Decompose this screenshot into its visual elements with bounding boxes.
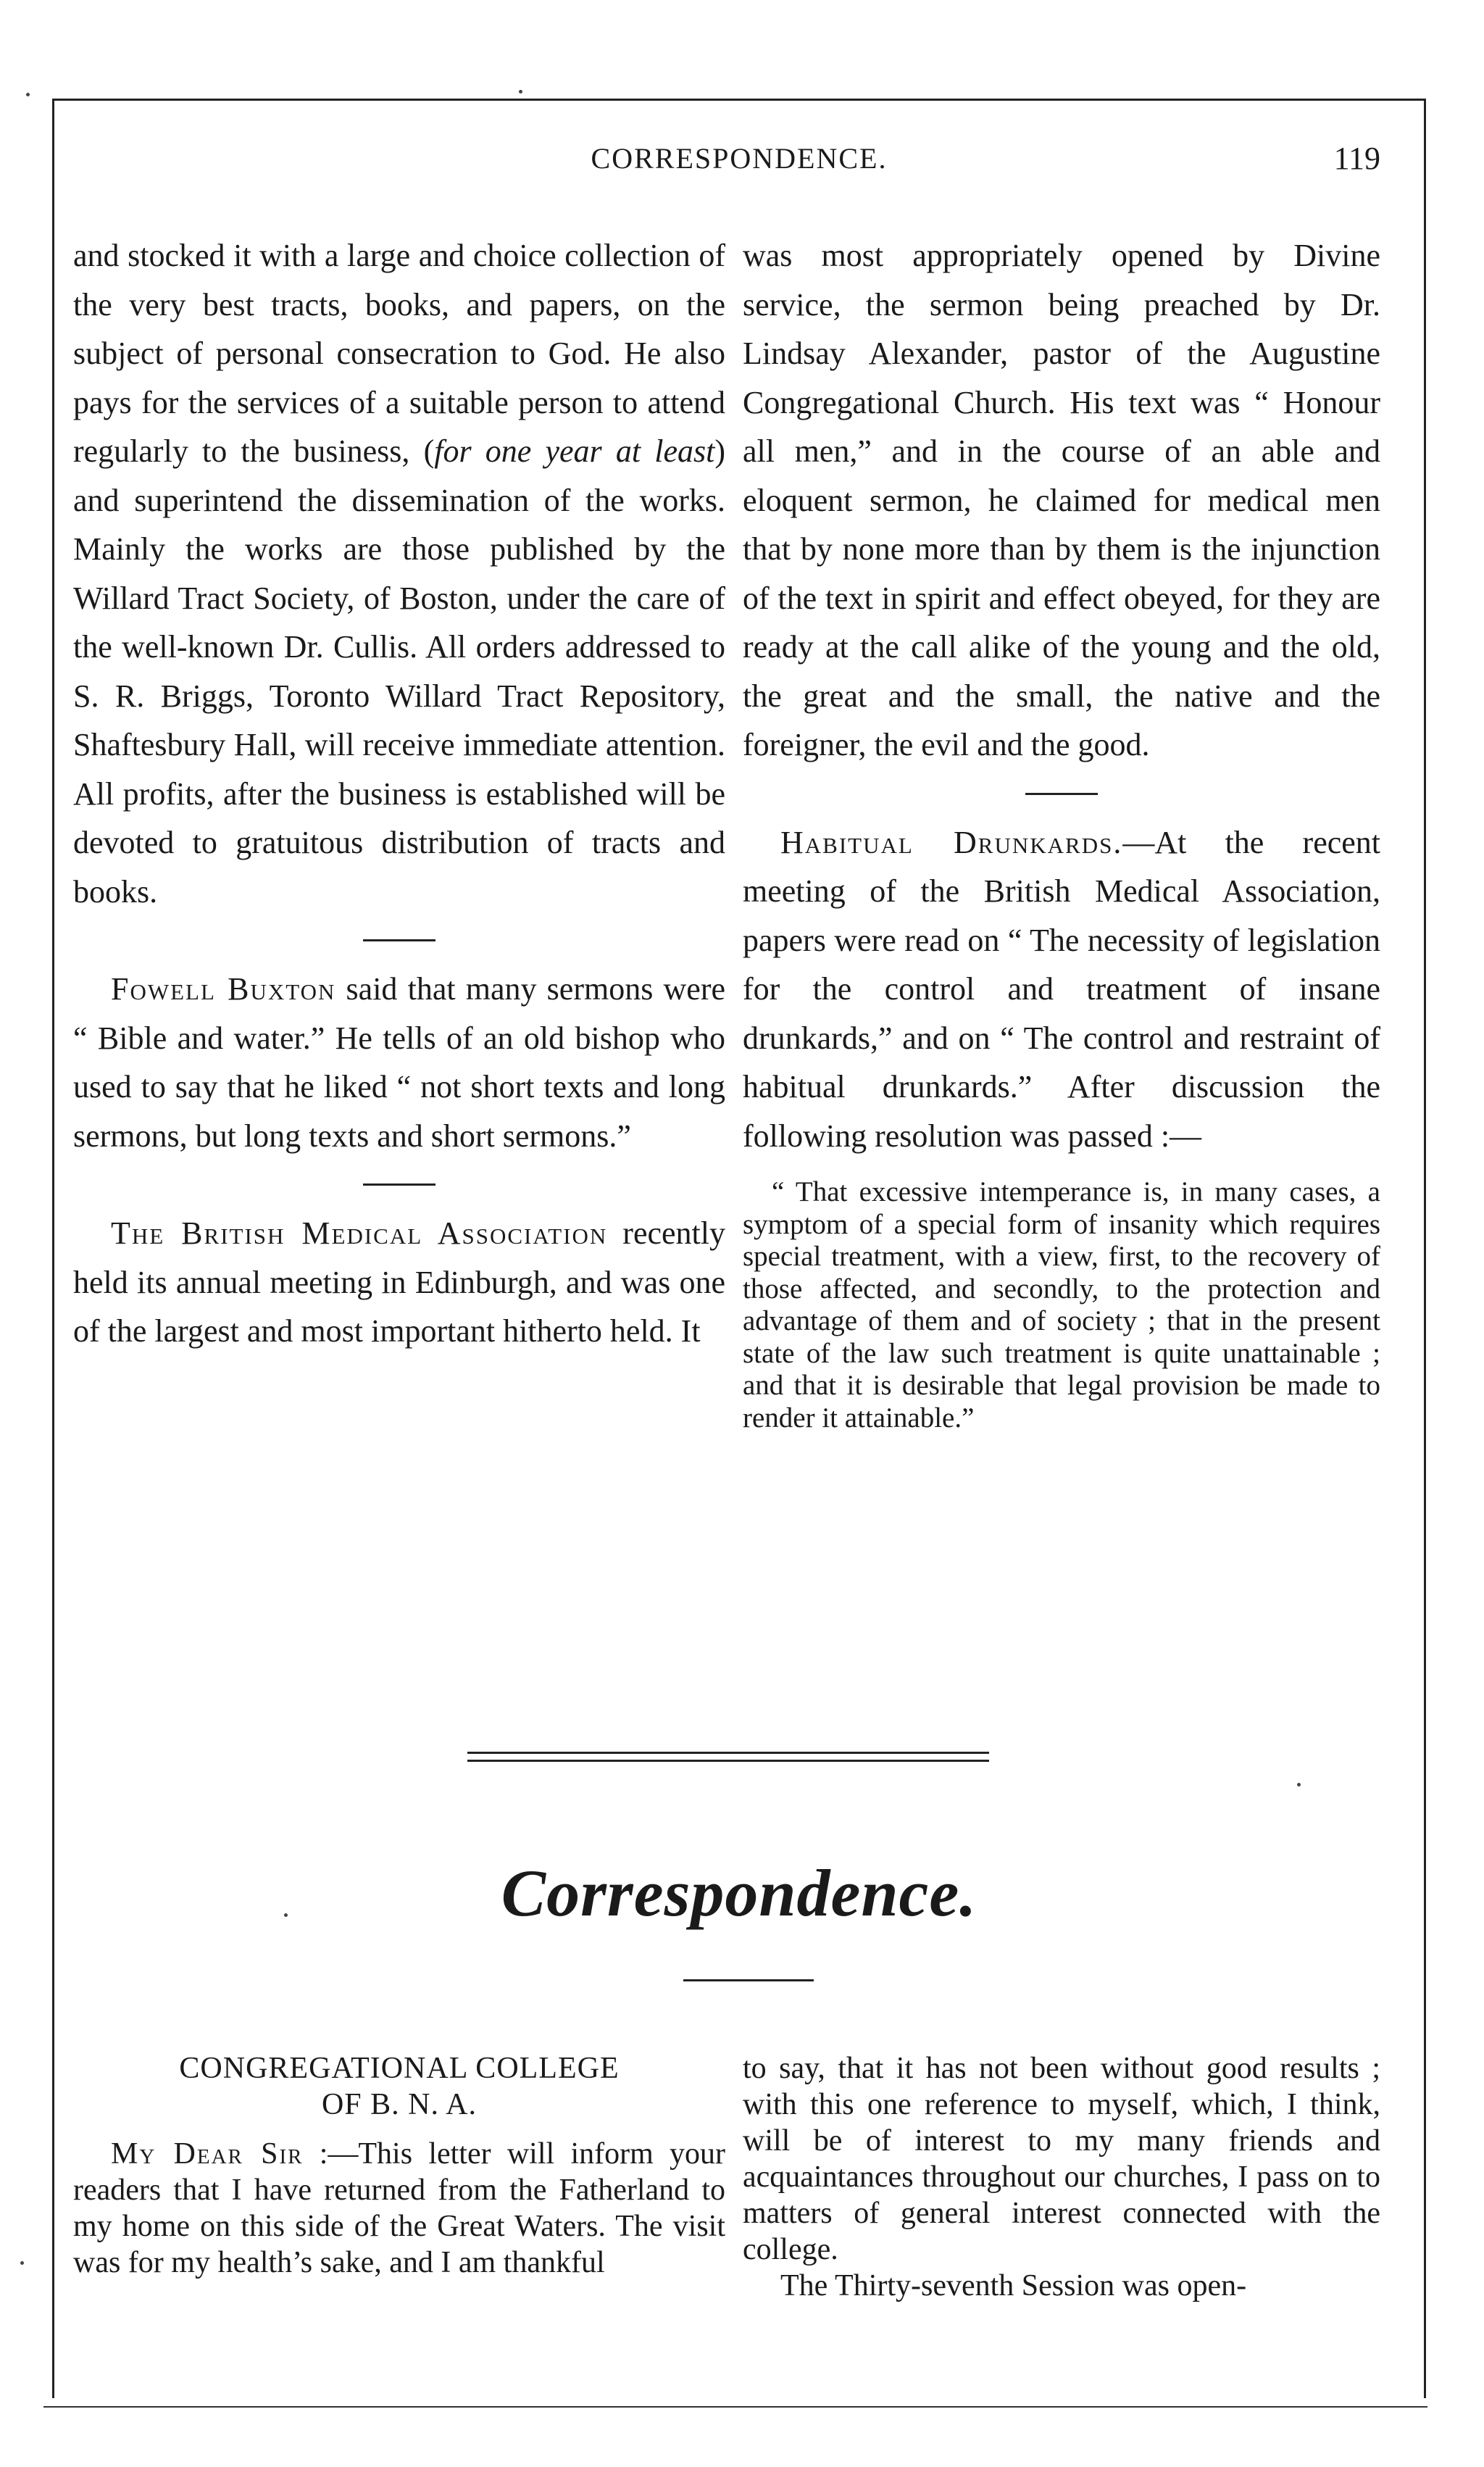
letter-heading-line1: CONGREGATIONAL COLLEGE: [179, 2052, 620, 2085]
section-divider: [363, 939, 435, 941]
bottom-rule: [43, 2406, 1427, 2408]
left-column: [73, 231, 725, 1356]
paragraph-service: was most appropriately opened by Divine service, the sermon being preached by Dr. Lindsay Alexander, pastor of the Augustine Congregational Church. His text was “ Honour all men,” and in the course of an able and eloquent sermon, he claimed for medical men that by none more than by them is the injunction of the text in spirit and effect obeyed, for they are ready at the call alike of the young and the old, the great and the small, the native and the foreigner, the evil and the good.: [743, 238, 1380, 762]
section-divider: [1025, 793, 1098, 795]
section-divider: [363, 1183, 435, 1186]
page-number: 119: [1333, 141, 1380, 176]
lead-title: Habitual Drunkards.: [780, 824, 1123, 860]
running-title: CORRESPONDENCE.: [591, 142, 888, 175]
page-frame: [52, 99, 1426, 2398]
paragraph-buxton: Fowell Buxton said that many sermons were “ Bible and water.” He tells of an old bishop who used to say that he liked “ not short texts and long sermons, but long texts and short sermons.”: [73, 971, 725, 1154]
right-column: [743, 231, 1380, 1434]
italic-phrase: for one year at least: [434, 433, 715, 469]
letter-heading-line2: OF B. N. A.: [321, 2088, 478, 2121]
paragraph-association: The British Medical Association recently held its annual meeting in Edinburgh, and was one of the largest and most important hitherto held. It: [73, 1215, 725, 1349]
letter-left-column: [73, 2050, 725, 2281]
letter-opening: My Dear Sir :—This letter will inform your readers that I have returned from the Fatherland to my home on this side of the Great Waters. The visit was for my health’s sake, and I am thankful: [73, 2137, 725, 2279]
section-title: Correspondence.: [501, 1856, 977, 1930]
lead-name: Fowell Buxton: [111, 971, 336, 1007]
paragraph-drunkards: Habitual Drunkards.—At the recent meeting of the British Medical Association, papers were read on “ The necessity of legislation for the control and treatment of insane drunkards,” and on “ The control and restraint of habitual drunkards.” After discussion the following resolution was passed :—: [743, 824, 1380, 1154]
title-underline: [683, 1979, 814, 1981]
letter-session: The Thirty-seventh Session was open-: [780, 2269, 1247, 2302]
letter-continuation: to say, that it has not been without good results ; with this one reference to myself, which, I think, will be of interest to my many friends and acquaintances throughout our churches, I pass on to matters of general interest connected with the college.: [743, 2052, 1380, 2266]
salutation: My Dear Sir: [111, 2137, 304, 2171]
paragraph-tracts: and stocked it with a large and choice collection of the very best tracts, books, and papers, on the subject of personal consecration to God. He also pays for the services of a suitable person to attend regularly to the business, (for one year at least) and superintend the dissemination of the works. Mainly the works are those published by the Willard Tract Society, of Boston, under the care of the well-known Dr. Cullis. All orders addressed to S. R. Briggs, Toronto Willard Tract Repository, Shaftesbury Hall, will receive immediate attention. All profits, after the business is established will be devoted to gratuitous distribution of tracts and books.: [73, 238, 725, 910]
resolution-quote: “ That excessive intemperance is, in many cases, a symptom of a special form of insanity which requires special treatment, with a view, first, to the recovery of those affected, and secondly, to the protection and advantage of them and of society ; that in the present state of the law such treatment is quite unattainable ; and that it is desirable that legal provision be made to render it attainable.”: [743, 1176, 1380, 1434]
lead-name: The British Medical Association: [111, 1215, 608, 1251]
letter-right-column: [743, 2050, 1380, 2304]
double-rule: [467, 1752, 989, 1768]
